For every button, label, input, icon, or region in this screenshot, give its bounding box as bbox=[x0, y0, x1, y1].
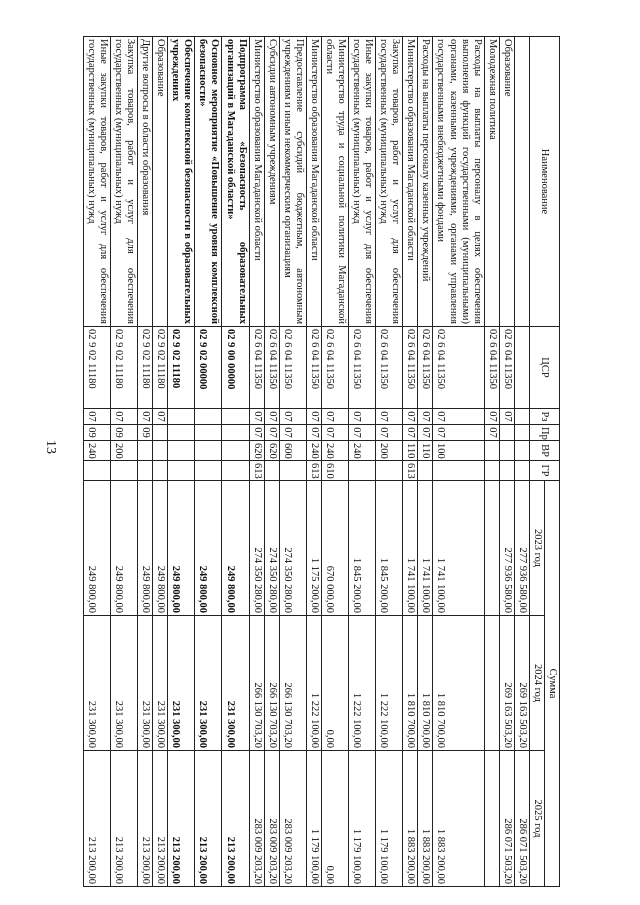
header-name: Наименование bbox=[529, 37, 559, 327]
cell-csr: 02 6 04 11350 bbox=[349, 327, 376, 409]
cell-gr: 613 bbox=[249, 461, 264, 481]
cell-2023: 249 800,00 bbox=[111, 481, 138, 616]
table-row bbox=[484, 37, 499, 887]
cell-2025: 213 200,00 bbox=[83, 751, 110, 887]
cell-2025: 1 179 100,00 bbox=[306, 751, 321, 887]
cell-gr bbox=[279, 461, 306, 481]
cell-vr: 110 bbox=[403, 441, 418, 461]
cell-rz: 07 bbox=[321, 409, 348, 425]
cell-csr: 02 6 04 11350 bbox=[306, 327, 321, 409]
cell-2023: 249 800,00 bbox=[83, 481, 110, 616]
cell-rz: 07 bbox=[153, 409, 168, 425]
cell-pr bbox=[514, 425, 529, 441]
cell-csr: 02 9 02 00000 bbox=[195, 327, 222, 409]
cell-pr: 09 bbox=[138, 425, 153, 441]
cell-gr bbox=[83, 461, 110, 481]
cell-name: Другие вопросы в области образования bbox=[138, 37, 153, 327]
cell-csr: 02 6 04 11350 bbox=[403, 327, 418, 409]
cell-2024: 266 130 703,20 bbox=[279, 616, 306, 751]
cell-pr bbox=[222, 425, 249, 441]
cell-2023: 274 350 280,00 bbox=[279, 481, 306, 616]
cell-2023: 1 175 200,00 bbox=[306, 481, 321, 616]
table-body bbox=[83, 37, 529, 887]
cell-2025: 283 009 203,20 bbox=[264, 751, 279, 887]
cell-gr bbox=[195, 461, 222, 481]
cell-2023: 1 845 200,00 bbox=[376, 481, 403, 616]
cell-2025: 283 009 203,20 bbox=[279, 751, 306, 887]
cell-pr: 07 bbox=[264, 425, 279, 441]
header-sum: Сумма bbox=[544, 481, 559, 887]
cell-gr bbox=[222, 461, 249, 481]
cell-rz: 07 bbox=[138, 409, 153, 425]
cell-2024: 231 300,00 bbox=[153, 616, 168, 751]
table-row bbox=[349, 37, 376, 887]
cell-csr: 02 9 02 11180 bbox=[138, 327, 153, 409]
cell-2024: 269 163 503,20 bbox=[514, 616, 529, 751]
cell-pr: 07 bbox=[321, 425, 348, 441]
cell-csr: 02 9 02 11180 bbox=[83, 327, 110, 409]
cell-csr: 02 6 04 11350 bbox=[499, 327, 514, 409]
cell-name: Иные закупки товаров, работ и услуг для обеспечения государственных (муниципальных) нужд bbox=[83, 37, 110, 327]
cell-csr: 02 6 04 11350 bbox=[376, 327, 403, 409]
cell-csr bbox=[514, 327, 529, 409]
cell-2024: 231 300,00 bbox=[111, 616, 138, 751]
header-vr: ВР bbox=[529, 441, 559, 461]
cell-csr: 02 6 04 11350 bbox=[321, 327, 348, 409]
cell-gr bbox=[514, 461, 529, 481]
cell-2023: 1 741 100,00 bbox=[418, 481, 433, 616]
cell-name: Образование bbox=[153, 37, 168, 327]
cell-2023: 277 936 580,00 bbox=[499, 481, 514, 616]
header-gr: ГР bbox=[529, 461, 559, 481]
cell-2024: 231 300,00 bbox=[168, 616, 195, 751]
cell-csr: 02 9 02 11180 bbox=[153, 327, 168, 409]
cell-2023: 274 350 280,00 bbox=[264, 481, 279, 616]
cell-rz bbox=[514, 409, 529, 425]
table-row bbox=[279, 37, 306, 887]
cell-2023: 1 741 100,00 bbox=[433, 481, 484, 616]
table-row bbox=[306, 37, 321, 887]
cell-2025: 1 883 200,00 bbox=[418, 751, 433, 887]
cell-name: Предоставление субсидий бюджетным, автономным учреждениям и иным некоммерческим организациям bbox=[279, 37, 306, 327]
cell-gr bbox=[153, 461, 168, 481]
cell-2025: 286 071 503,20 bbox=[499, 751, 514, 887]
cell-vr: 200 bbox=[376, 441, 403, 461]
cell-gr bbox=[349, 461, 376, 481]
cell-gr bbox=[418, 461, 433, 481]
cell-pr: 07 bbox=[418, 425, 433, 441]
cell-2024: 266 130 703,20 bbox=[249, 616, 264, 751]
table-row bbox=[222, 37, 249, 887]
cell-vr: 240 bbox=[321, 441, 348, 461]
cell-pr: 07 bbox=[249, 425, 264, 441]
cell-csr: 02 6 04 11350 bbox=[418, 327, 433, 409]
cell-2025: 1 883 200,00 bbox=[433, 751, 484, 887]
cell-name: Основное мероприятие «Повышение уровня комплексной безопасности» bbox=[195, 37, 222, 327]
cell-2025: 213 200,00 bbox=[168, 751, 195, 887]
cell-pr bbox=[153, 425, 168, 441]
cell-rz: 07 bbox=[376, 409, 403, 425]
cell-vr bbox=[168, 441, 195, 461]
cell-gr bbox=[138, 461, 153, 481]
header-year-2024: 2024 год bbox=[529, 616, 544, 751]
table-row bbox=[138, 37, 153, 887]
cell-name: Субсидии автономным учреждениям bbox=[264, 37, 279, 327]
cell-vr bbox=[222, 441, 249, 461]
budget-table bbox=[83, 36, 560, 887]
cell-gr: 613 bbox=[306, 461, 321, 481]
header-year-2025: 2025 год bbox=[529, 751, 544, 887]
cell-vr: 240 bbox=[83, 441, 110, 461]
cell-rz: 07 bbox=[403, 409, 418, 425]
cell-pr: 07 bbox=[403, 425, 418, 441]
cell-csr: 02 6 04 11350 bbox=[264, 327, 279, 409]
cell-gr bbox=[111, 461, 138, 481]
cell-vr: 620 bbox=[249, 441, 264, 461]
table-row bbox=[499, 37, 514, 887]
header-rz: Рз bbox=[529, 409, 559, 425]
cell-csr: 02 6 04 11350 bbox=[484, 327, 499, 409]
table-row bbox=[403, 37, 418, 887]
cell-name: Министерство труда и социальной политики Магаданской области bbox=[321, 37, 348, 327]
cell-2023: 249 800,00 bbox=[195, 481, 222, 616]
cell-2025: 0,00 bbox=[321, 751, 348, 887]
cell-2023: 670 000,00 bbox=[321, 481, 348, 616]
table-row bbox=[376, 37, 403, 887]
cell-2024: 1 222 100,00 bbox=[306, 616, 321, 751]
cell-2023: 249 800,00 bbox=[153, 481, 168, 616]
cell-csr: 02 6 04 11350 bbox=[433, 327, 484, 409]
table-row bbox=[83, 37, 110, 887]
table-row bbox=[153, 37, 168, 887]
cell-pr: 07 bbox=[349, 425, 376, 441]
cell-rz: 07 bbox=[484, 409, 499, 425]
cell-2025: 1 179 100,00 bbox=[376, 751, 403, 887]
cell-csr: 02 6 04 11350 bbox=[279, 327, 306, 409]
cell-pr bbox=[499, 425, 514, 441]
cell-2023: 249 800,00 bbox=[222, 481, 249, 616]
cell-gr bbox=[264, 461, 279, 481]
cell-gr bbox=[484, 461, 499, 481]
header-year-2023: 2023 год bbox=[529, 481, 544, 616]
table-row bbox=[433, 37, 484, 887]
cell-2024: 231 300,00 bbox=[138, 616, 153, 751]
header-csr: ЦСР bbox=[529, 327, 559, 409]
cell-vr: 620 bbox=[264, 441, 279, 461]
cell-vr bbox=[484, 441, 499, 461]
cell-2025: 213 200,00 bbox=[153, 751, 168, 887]
cell-gr bbox=[433, 461, 484, 481]
cell-2023: 1 845 200,00 bbox=[349, 481, 376, 616]
table-row bbox=[249, 37, 264, 887]
cell-pr bbox=[168, 425, 195, 441]
cell-vr: 100 bbox=[433, 441, 484, 461]
cell-rz bbox=[168, 409, 195, 425]
cell-2023: 249 800,00 bbox=[168, 481, 195, 616]
cell-rz bbox=[222, 409, 249, 425]
cell-vr bbox=[153, 441, 168, 461]
cell-2024 bbox=[484, 616, 499, 751]
cell-2024: 231 300,00 bbox=[195, 616, 222, 751]
cell-rz: 07 bbox=[279, 409, 306, 425]
cell-name: Подпрограмма «Безопасность образовательных организаций в Магаданской области» bbox=[222, 37, 249, 327]
cell-2024: 269 163 503,20 bbox=[499, 616, 514, 751]
cell-name: Обеспечение комплексной безопасности в образовательных учреждениях bbox=[168, 37, 195, 327]
cell-2024: 266 130 703,20 bbox=[264, 616, 279, 751]
cell-2024: 1 222 100,00 bbox=[349, 616, 376, 751]
table-row bbox=[418, 37, 433, 887]
cell-gr: 613 bbox=[403, 461, 418, 481]
cell-vr bbox=[514, 441, 529, 461]
cell-2023 bbox=[484, 481, 499, 616]
cell-vr bbox=[499, 441, 514, 461]
cell-2023: 274 350 280,00 bbox=[249, 481, 264, 616]
cell-vr: 600 bbox=[279, 441, 306, 461]
cell-2025: 283 009 203,20 bbox=[249, 751, 264, 887]
rotated-page-content bbox=[85, 36, 560, 886]
cell-pr: 07 bbox=[279, 425, 306, 441]
cell-2025: 1 179 100,00 bbox=[349, 751, 376, 887]
cell-2024: 0,00 bbox=[321, 616, 348, 751]
cell-pr: 07 bbox=[484, 425, 499, 441]
header-row-1 bbox=[544, 37, 559, 887]
cell-csr: 02 9 02 11180 bbox=[111, 327, 138, 409]
cell-name: Закупка товаров, работ и услуг для обеспечения государственных (муниципальных) нужд bbox=[376, 37, 403, 327]
cell-rz: 07 bbox=[249, 409, 264, 425]
cell-pr bbox=[195, 425, 222, 441]
cell-rz: 07 bbox=[83, 409, 110, 425]
cell-gr: 610 bbox=[321, 461, 348, 481]
cell-gr bbox=[499, 461, 514, 481]
cell-2025: 1 883 200,00 bbox=[403, 751, 418, 887]
table-row bbox=[111, 37, 138, 887]
cell-2024: 231 300,00 bbox=[222, 616, 249, 751]
cell-2023: 277 936 580,00 bbox=[514, 481, 529, 616]
cell-rz: 07 bbox=[111, 409, 138, 425]
cell-gr bbox=[376, 461, 403, 481]
cell-rz: 07 bbox=[349, 409, 376, 425]
cell-gr bbox=[168, 461, 195, 481]
cell-2025: 286 071 503,20 bbox=[514, 751, 529, 887]
table-row bbox=[168, 37, 195, 887]
cell-pr: 07 bbox=[433, 425, 484, 441]
cell-csr: 02 9 00 00000 bbox=[222, 327, 249, 409]
cell-name: Министерство образования Магаданской области bbox=[249, 37, 264, 327]
cell-pr: 09 bbox=[111, 425, 138, 441]
cell-2023: 249 800,00 bbox=[138, 481, 153, 616]
cell-2023: 1 741 100,00 bbox=[403, 481, 418, 616]
cell-name: Молодежная политика bbox=[484, 37, 499, 327]
cell-2024: 1 810 700,00 bbox=[433, 616, 484, 751]
cell-name: Закупка товаров, работ и услуг для обеспечения государственных (муниципальных) нужд bbox=[111, 37, 138, 327]
cell-name: Расходы на выплаты персоналу в целях обеспечения выполнения функций государственными (муниципальными) органами, казенными учреждениями, органами управления государственными внебюджетными фондами bbox=[433, 37, 484, 327]
cell-csr: 02 6 04 11350 bbox=[249, 327, 264, 409]
cell-vr: 240 bbox=[349, 441, 376, 461]
cell-name bbox=[514, 37, 529, 327]
cell-name: Министерство образования Магаданской области bbox=[403, 37, 418, 327]
cell-rz: 07 bbox=[264, 409, 279, 425]
cell-vr bbox=[195, 441, 222, 461]
table-row bbox=[321, 37, 348, 887]
cell-vr: 200 bbox=[111, 441, 138, 461]
cell-2025: 213 200,00 bbox=[138, 751, 153, 887]
cell-2024: 1 810 700,00 bbox=[403, 616, 418, 751]
cell-vr: 110 bbox=[418, 441, 433, 461]
cell-vr: 240 bbox=[306, 441, 321, 461]
cell-name: Образование bbox=[499, 37, 514, 327]
cell-rz: 07 bbox=[499, 409, 514, 425]
cell-rz: 07 bbox=[418, 409, 433, 425]
cell-2024: 1 222 100,00 bbox=[376, 616, 403, 751]
cell-pr: 07 bbox=[376, 425, 403, 441]
cell-pr: 07 bbox=[306, 425, 321, 441]
cell-2025: 213 200,00 bbox=[111, 751, 138, 887]
cell-vr bbox=[138, 441, 153, 461]
table-row bbox=[514, 37, 529, 887]
cell-name: Иные закупки товаров, работ и услуг для обеспечения государственных (муниципальных) нужд bbox=[349, 37, 376, 327]
header-pr: Пр bbox=[529, 425, 559, 441]
cell-pr: 09 bbox=[83, 425, 110, 441]
page-number: 13 bbox=[43, 440, 58, 454]
cell-2024: 231 300,00 bbox=[83, 616, 110, 751]
cell-rz: 07 bbox=[306, 409, 321, 425]
cell-2025: 213 200,00 bbox=[222, 751, 249, 887]
table-row bbox=[264, 37, 279, 887]
cell-name: Расходы на выплаты персоналу казенных учреждений bbox=[418, 37, 433, 327]
cell-2025 bbox=[484, 751, 499, 887]
cell-name: Министерство образования Магаданской области bbox=[306, 37, 321, 327]
cell-rz bbox=[195, 409, 222, 425]
cell-2024: 1 810 700,00 bbox=[418, 616, 433, 751]
cell-2025: 213 200,00 bbox=[195, 751, 222, 887]
cell-rz: 07 bbox=[433, 409, 484, 425]
table-row bbox=[195, 37, 222, 887]
cell-csr: 02 9 02 11180 bbox=[168, 327, 195, 409]
